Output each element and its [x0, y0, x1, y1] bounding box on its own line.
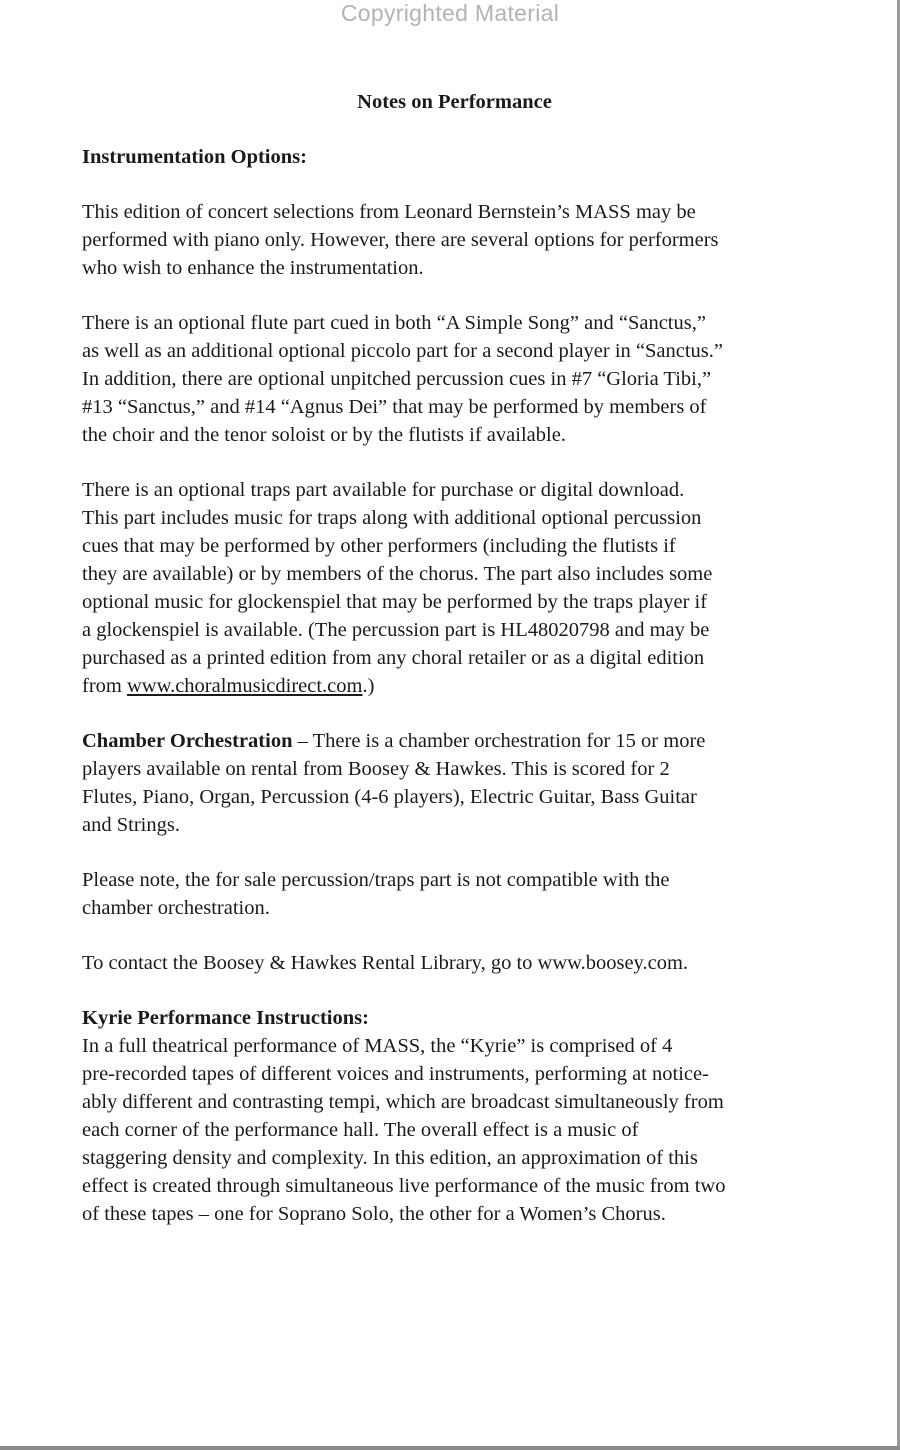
- copyright-watermark: Copyrighted Material: [340, 0, 560, 26]
- text-line: each corner of the performance hall. The overall effect is a music of: [82, 1119, 639, 1141]
- text-line: players available on rental from Boosey & Hawkes. This is scored for 2: [82, 758, 670, 780]
- text-line: Flutes, Piano, Organ, Percussion (4-6 players), Electric Guitar, Bass Guitar: [82, 786, 697, 808]
- document-page: [82, 84, 827, 1228]
- kyrie-paragraph: [82, 1032, 827, 1228]
- text-line: performed with piano only. However, there are several options for performers: [82, 229, 719, 251]
- text-line: a glockenspiel is available. (The percussion part is HL48020798 and may be: [82, 619, 710, 641]
- chamber-orchestration-paragraph: [82, 727, 827, 839]
- text-line: ably different and contrasting tempi, which are broadcast simultaneously from: [82, 1091, 724, 1113]
- page-title: Notes on Performance: [357, 91, 552, 113]
- text-line: and Strings.: [82, 814, 180, 836]
- instrumentation-heading: Instrumentation Options:: [82, 146, 307, 168]
- text-line: effect is created through simultaneous live performance of the music from two: [82, 1175, 726, 1197]
- text-line: staggering density and complexity. In this edition, an approximation of this: [82, 1147, 698, 1169]
- text-line: purchased as a printed edition from any choral retailer or as a digital edition: [82, 647, 705, 669]
- instrumentation-paragraph-3: [82, 476, 827, 700]
- instrumentation-paragraph-1: [82, 198, 827, 282]
- text-line: [82, 672, 827, 700]
- text-line: as well as an additional optional piccolo part for a second player in “Sanctus.”: [82, 340, 723, 362]
- text-fragment: – There is a chamber orchestration for 15 or more: [292, 730, 706, 752]
- text-line: Please note, the for sale percussion/traps part is not compatible with the: [82, 869, 670, 891]
- text-fragment: from: [82, 675, 127, 697]
- text-line: There is an optional flute part cued in both “A Simple Song” and “Sanctus,”: [82, 312, 706, 334]
- text-line: This edition of concert selections from Leonard Bernstein’s MASS may be: [82, 201, 696, 223]
- instrumentation-paragraph-2: [82, 309, 827, 449]
- text-line: In addition, there are optional unpitched percussion cues in #7 “Gloria Tibi,”: [82, 368, 712, 390]
- text-line: cues that may be performed by other performers (including the flutists if: [82, 535, 676, 557]
- kyrie-heading: Kyrie Performance Instructions:: [82, 1007, 369, 1029]
- text-line: This part includes music for traps along with additional optional percussion: [82, 507, 702, 529]
- text-line: To contact the Boosey & Hawkes Rental Library, go to www.boosey.com.: [82, 952, 689, 974]
- rental-contact: [82, 949, 827, 977]
- text-line: chamber orchestration.: [82, 897, 270, 919]
- compatibility-note: [82, 866, 827, 922]
- text-line: who wish to enhance the instrumentation.: [82, 257, 424, 279]
- choral-music-direct-link[interactable]: www.choralmusicdirect.com: [126, 675, 363, 697]
- text-line: optional music for glockenspiel that may be performed by the traps player if: [82, 591, 708, 613]
- text-line: of these tapes – one for Soprano Solo, the other for a Women’s Chorus.: [82, 1203, 666, 1225]
- text-line: they are available) or by members of the chorus. The part also includes some: [82, 563, 713, 585]
- page-bottom-edge: [0, 1446, 900, 1450]
- text-line: #13 “Sanctus,” and #14 “Agnus Dei” that may be performed by members of: [82, 396, 707, 418]
- text-line: the choir and the tenor soloist or by the flutists if available.: [82, 424, 566, 446]
- text-fragment: .): [362, 675, 375, 697]
- text-line: In a full theatrical performance of MASS, the “Kyrie” is comprised of 4: [82, 1035, 673, 1057]
- text-line: [82, 727, 827, 755]
- chamber-orchestration-label: Chamber Orchestration: [82, 730, 293, 752]
- text-line: There is an optional traps part available for purchase or digital download.: [82, 479, 685, 501]
- text-line: pre-recorded tapes of different voices and instruments, performing at notice-: [82, 1063, 709, 1085]
